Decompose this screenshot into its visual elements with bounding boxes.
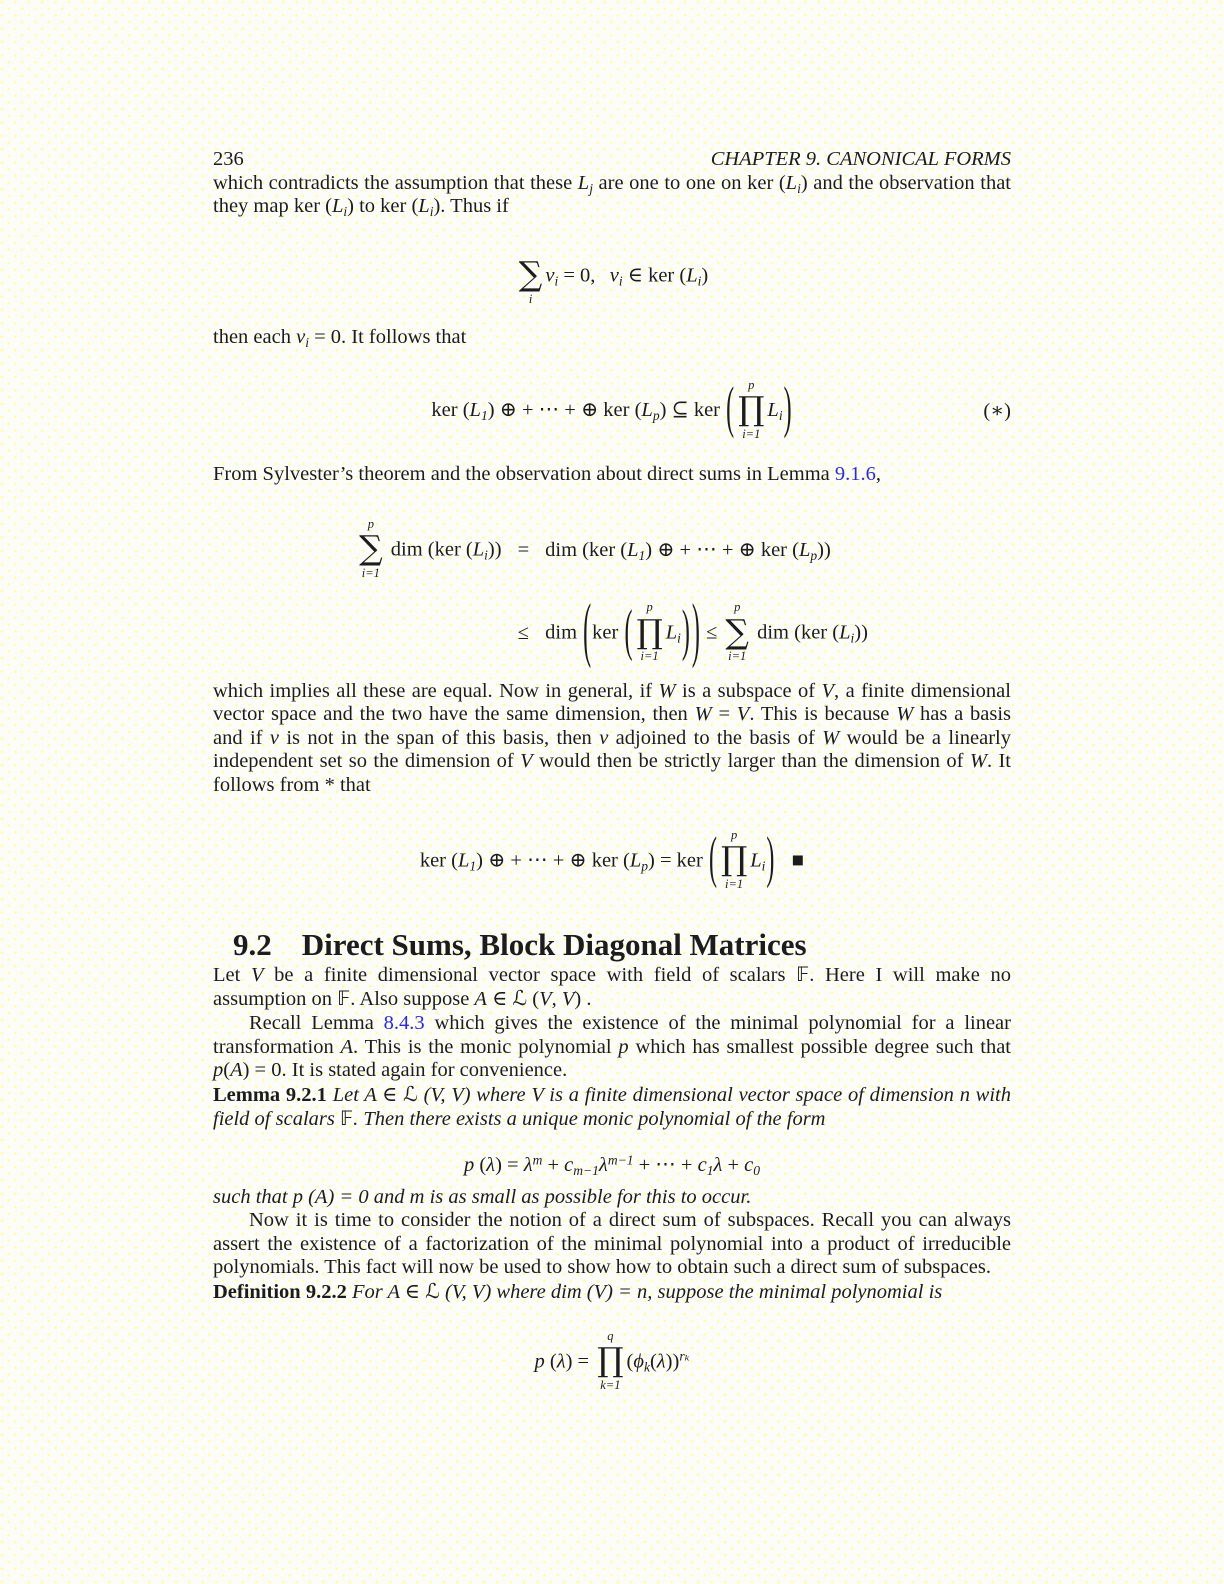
equation-ker-subset bbox=[213, 362, 1011, 463]
equation-minimal-polynomial: p $(\lambda) = \lambda^m + c_{m-1}\lambda^{m-1}$ + ⋯ + $c_1\lambda + c_0$ bbox=[463, 1152, 761, 1179]
align-row1-right: dim (ker $(L_1)$ ⊕ + ⋯ + ⊕ ker $(L_p)$) bbox=[545, 538, 831, 563]
equation-tag-star: (∗) bbox=[983, 400, 1011, 423]
lemma-9-2-1 bbox=[213, 1083, 1011, 1132]
align-row1-left: p ∑ i=1 dim (ker $(L_i)$) bbox=[359, 516, 502, 580]
lemma-label: Lemma 9.2.1 bbox=[213, 1083, 327, 1106]
equation-ker-equal: ker $(L_1)$ ⊕ + ⋯ + ⊕ ker $(L_p)$ = ker ( p ∏ i=1 $L_i$) ■ bbox=[419, 827, 805, 891]
paragraph-now-direct-sum: Now it is time to consider the notion of a direct sum of subspaces. Recall you can always assert the existence of a factorization of the minimal polynomial into a product of irreducible polynomials. This fact will now be used to show how to obtain such a direct sum of subspaces. bbox=[213, 1209, 1011, 1279]
section-number: 9.2 bbox=[233, 926, 272, 962]
paragraph-sylvester: From Sylvester’s theorem and the observation about direct sums in Lemma 9.1.6, bbox=[213, 463, 882, 486]
paragraph-which-contradicts: which contradicts the assumption that these $L_j$ are one to one on ker $(L_i)$ and the observation that they map ker $(L_i)$ to ker $(L_i)$. Thus if bbox=[213, 171, 1011, 220]
page-header bbox=[213, 148, 1011, 172]
align-row2-right: dim (ker ( p ∏ i=1 $L_i$)) ≤ p ∑ i=1 dim (ker $(L_i)$) bbox=[545, 592, 868, 671]
align-row1-relation: = bbox=[517, 538, 530, 561]
paragraph-let-v: Let V be a finite dimensional vector space with field of scalars 𝔽. Here I will make no assumption on 𝔽. Also suppose A ∈ ℒ (V, V) . bbox=[213, 962, 1011, 1011]
equation-ker-subset-main: ker $(L_1)$ ⊕ + ⋯ + ⊕ ker $(L_p)$ ⊆ ker ( p ∏ i=1 $L_i$) bbox=[431, 377, 792, 441]
paragraph-which-implies: which implies all these are equal. Now in general, if W is a subspace of V, a finite dimensional vector space and the two have the same dimension, then W = V. This is because W has a basis and if v is not in the span of this basis, then v adjoined to the basis of W would be a linearly independent set so the dimension of V would then be strictly larger than the dimension of W. It follows from * that bbox=[213, 679, 1012, 796]
equation-align-dim bbox=[213, 509, 1011, 680]
equation-sum-vi: ∑ i $v_i = 0$, $v_i$ ∈ ker $(L_i)$ bbox=[518, 254, 709, 306]
definition-body: For A ∈ ℒ (V, V) where dim (V) = n, suppose the minimal polynomial is bbox=[351, 1279, 943, 1304]
page-content bbox=[213, 148, 1011, 1404]
equation-phi-product: p (λ) = q ∏ k=1 $(\phi_k(\lambda))^{r_k}$ bbox=[534, 1328, 690, 1392]
chapter-header: CHAPTER 9. CANONICAL FORMS bbox=[710, 148, 1011, 170]
section-title: Direct Sums, Block Diagonal Matrices bbox=[301, 926, 807, 962]
ref-link-9-1-6[interactable]: 9.1.6 bbox=[834, 463, 876, 486]
section-heading bbox=[233, 927, 1011, 963]
definition-9-2-2 bbox=[213, 1280, 1011, 1305]
paragraph-then-each: then each $v_i = 0$. It follows that bbox=[213, 326, 467, 351]
definition-label: Definition 9.2.2 bbox=[213, 1281, 347, 1304]
paragraph-such-that: such that p (A) = 0 and m is as small as possible for this to occur. bbox=[213, 1185, 752, 1208]
ref-link-8-4-3[interactable]: 8.4.3 bbox=[383, 1012, 425, 1035]
align-row2-relation: ≤ bbox=[517, 622, 529, 645]
lemma-body: Let A ∈ ℒ (V, V) where V is a finite dimensional vector space of dimension n with field of scalars 𝔽. Then there exists a unique monic polynomial of the form bbox=[213, 1081, 1011, 1131]
paragraph-recall-lemma: Recall Lemma 8.4.3 which gives the existence of the minimal polynomial for a linear transformation A. This is the monic polynomial p which has smallest possible degree such that p(A) = 0. It is stated again for convenience. bbox=[213, 1012, 1011, 1082]
page-number: 236 bbox=[213, 148, 244, 170]
